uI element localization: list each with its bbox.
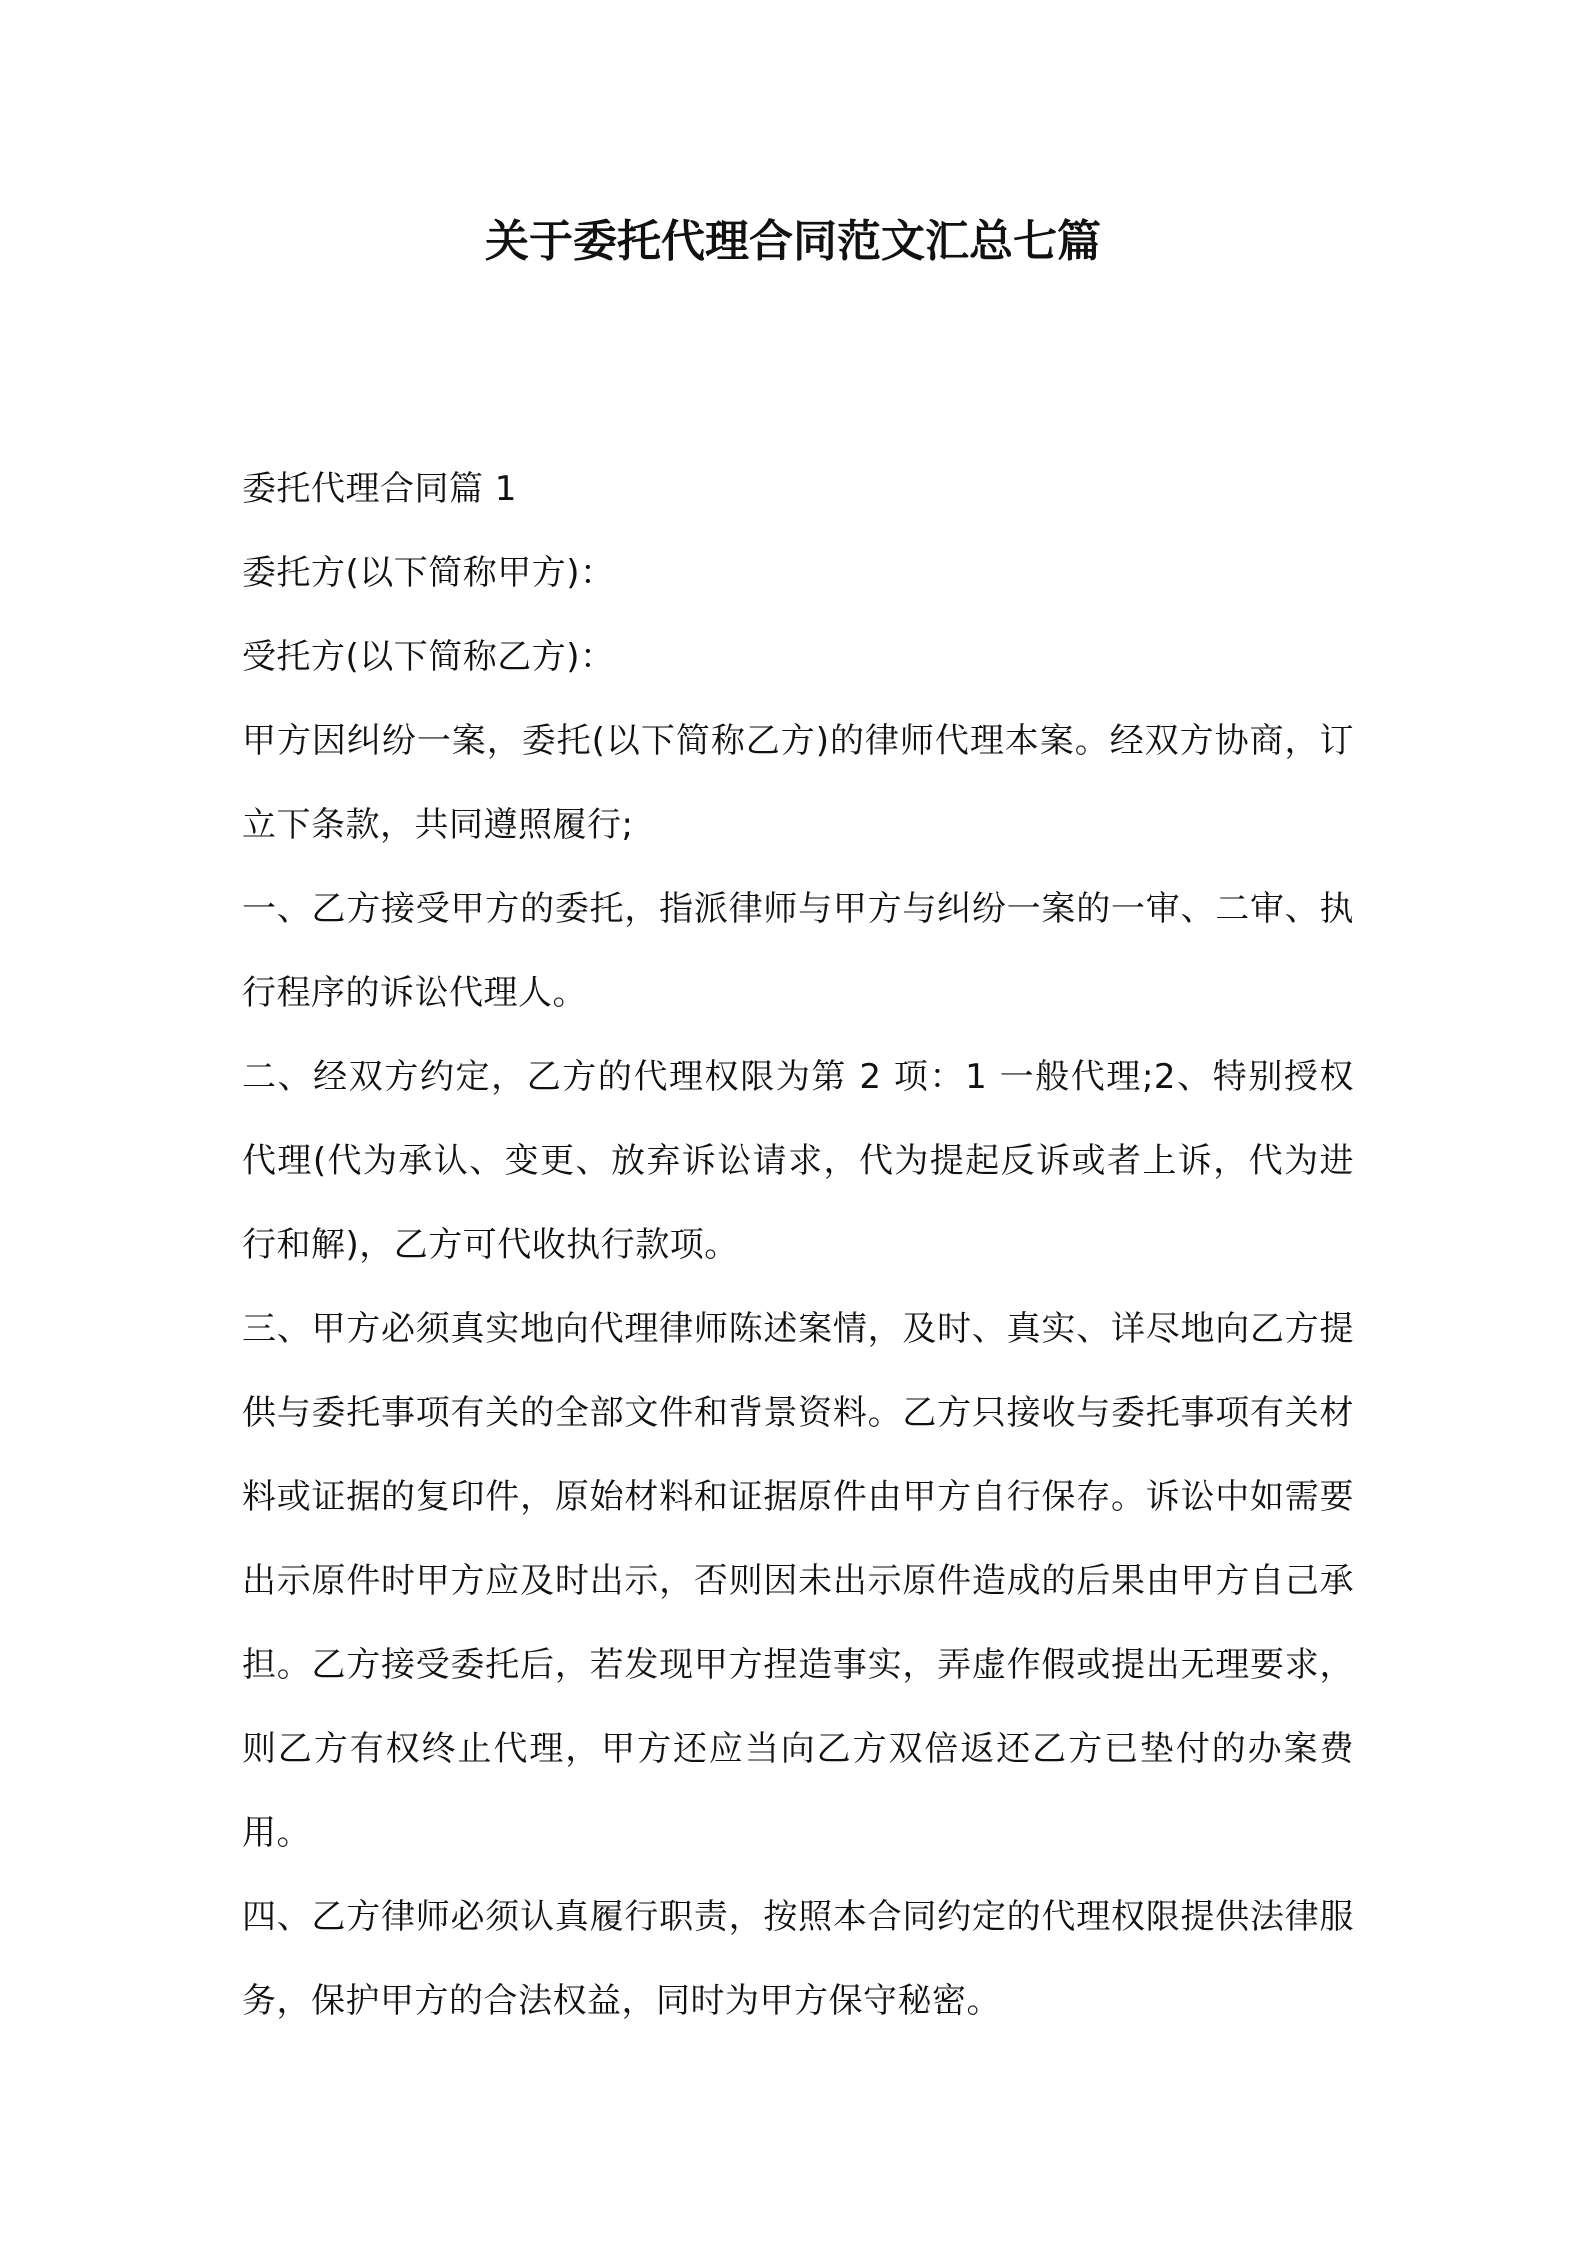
paragraph-clause-1: 一、乙方接受甲方的委托，指派律师与甲方与纠纷一案的一审、二审、执行程序的诉讼代理人。 <box>242 889 1354 1013</box>
section-heading: 委托代理合同篇 1 <box>242 469 517 509</box>
paragraph-intro: 甲方因纠纷一案，委托(以下简称乙方)的律师代理本案。经双方协商，订立下条款，共同遵照履行; <box>242 721 1354 845</box>
paragraph-principal: 委托方(以下简称甲方)： <box>242 553 615 593</box>
paragraph-clause-2: 二、经双方约定，乙方的代理权限为第 2 项：1 一般代理;2、特别授权代理(代为承认、变更、放弃诉讼请求，代为提起反诉或者上诉，代为进行和解)，乙方可代收执行款项。 <box>242 1057 1354 1265</box>
paragraph-clause-4: 四、乙方律师必须认真履行职责，按照本合同约定的代理权限提供法律服务，保护甲方的合法权益，同时为甲方保守秘密。 <box>242 1897 1354 2021</box>
paragraph-agent: 受托方(以下简称乙方)： <box>242 637 615 677</box>
document-body <box>242 447 1354 2043</box>
paragraph-clause-3: 三、甲方必须真实地向代理律师陈述案情，及时、真实、详尽地向乙方提供与委托事项有关的全部文件和背景资料。乙方只接收与委托事项有关材料或证据的复印件，原始材料和证据原件由甲方自行保存。诉讼中如需要出示原件时甲方应及时出示，否则因未出示原件造成的后果由甲方自己承担。乙方接受委托后，若发现甲方捏造事实，弄虚作假或提出无理要求，则乙方有权终止代理，甲方还应当向乙方双倍返还乙方已垫付的办案费用。 <box>242 1309 1354 1853</box>
document-title: 关于委托代理合同范文汇总七篇 <box>485 216 1101 267</box>
